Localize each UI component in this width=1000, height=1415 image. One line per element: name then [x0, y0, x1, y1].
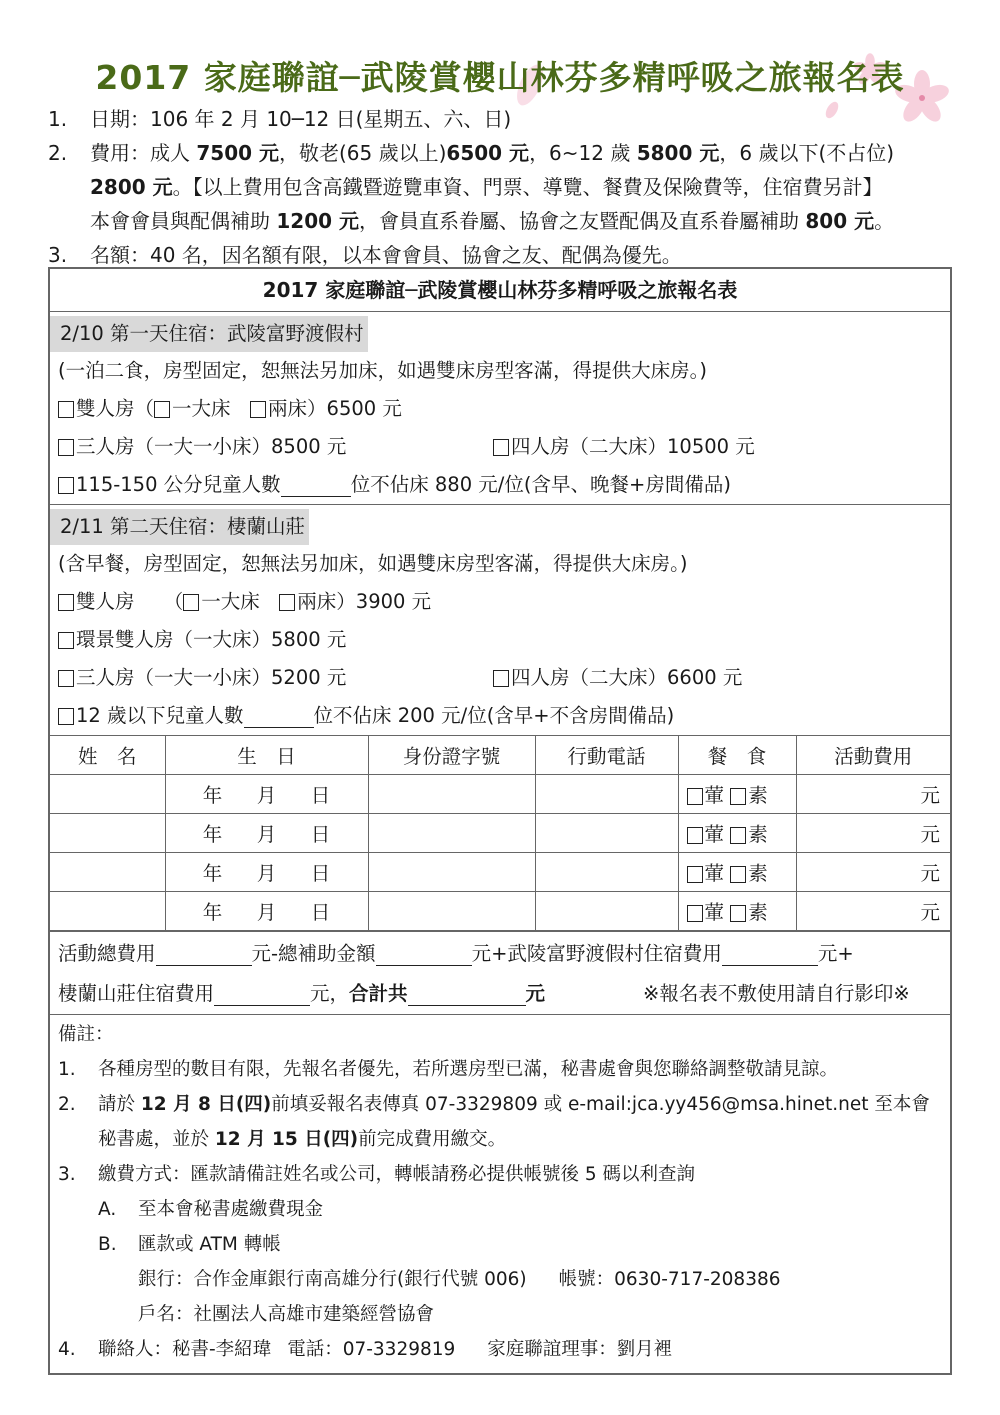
day2-section — [50, 504, 950, 735]
photocopy-note: ※報名表不敷使用請自行影印※ — [643, 982, 910, 1005]
meal-cell: 葷 素 — [678, 892, 796, 931]
table-row — [50, 892, 950, 931]
participant-table — [50, 735, 950, 931]
note-item-1: 1. 各種房型的數目有限，先報名者優先，若所選房型已滿，秘書處會與您聯絡調整敬請見諒。 — [58, 1059, 839, 1080]
day1-note: (一泊二食，房型固定，恕無法另加床，如遇雙床房型客滿，得提供大床房。) — [58, 359, 707, 382]
note-item-2-cont: 秘書處，並於 12 月 15 日(四)前完成費用繳交。 — [98, 1129, 507, 1150]
intro-item-fee: 2. 費用：成人 7500 元，敬老(65 歲以上)6500 元，6~12 歲 5800 元，6 歲以下(不占位) — [48, 141, 895, 165]
id-cell[interactable] — [368, 892, 535, 931]
meat-checkbox[interactable] — [687, 788, 703, 805]
table-row — [50, 853, 950, 892]
veg-checkbox[interactable] — [730, 827, 746, 844]
day1-kids-checkbox[interactable] — [58, 477, 74, 494]
birthday-cell[interactable]: 年 月 日 — [165, 853, 368, 892]
day2-quad-checkbox[interactable] — [493, 670, 509, 687]
day2-kids-count-field[interactable] — [244, 705, 314, 728]
meal-cell: 葷 素 — [678, 775, 796, 814]
day2-kids-checkbox[interactable] — [58, 708, 74, 725]
header-id-number: 身份證字號 — [368, 736, 535, 775]
mobile-cell[interactable] — [535, 775, 678, 814]
day2-kids: 12 歲以下兒童人數 位不佔床 200 元/位(含早+不含房間備品) — [58, 697, 950, 735]
mobile-cell[interactable] — [535, 892, 678, 931]
grand-total-field[interactable] — [408, 983, 526, 1006]
page-title: 2017 家庭聯誼─武陵賞櫻山林芬多精呼吸之旅報名表 — [95, 58, 905, 97]
total-activity-fee-field[interactable] — [156, 943, 252, 966]
header-birthday: 生 日 — [165, 736, 368, 775]
header-fee: 活動費用 — [796, 736, 950, 775]
note-item-3: 3. 繳費方式：匯款請備註姓名或公司，轉帳請務必提供帳號後 5 碼以利查詢 — [58, 1164, 696, 1185]
day2-double-one-bed-checkbox[interactable] — [183, 594, 199, 611]
day1-triple-checkbox[interactable] — [58, 439, 74, 456]
day1-kids-count-field[interactable] — [281, 474, 351, 497]
total-subsidy-field[interactable] — [376, 943, 472, 966]
day1-quad-checkbox[interactable] — [493, 439, 509, 456]
table-header-row — [50, 736, 950, 775]
day2-double-checkbox[interactable] — [58, 594, 74, 611]
header-name: 姓 名 — [50, 736, 165, 775]
fee-cell[interactable]: 元 — [796, 775, 950, 814]
birthday-cell[interactable]: 年 月 日 — [165, 892, 368, 931]
name-cell[interactable] — [50, 814, 165, 853]
note-item-2: 2. 請於 12 月 8 日(四)前填妥報名表傳真 07-3329809 或 e-mail:jca.yy456@msa.hinet.net 至本會 — [58, 1094, 930, 1115]
header-meal: 餐 食 — [678, 736, 796, 775]
id-cell[interactable] — [368, 853, 535, 892]
meal-cell: 葷 素 — [678, 814, 796, 853]
day1-heading: 2/10 第一天住宿：武陵富野渡假村 — [50, 316, 368, 352]
veg-checkbox[interactable] — [730, 866, 746, 883]
mobile-cell[interactable] — [535, 853, 678, 892]
name-cell[interactable] — [50, 853, 165, 892]
day1-triple-quad: 三人房（一大一小床）8500 元 四人房（二大床）10500 元 — [58, 428, 950, 466]
day2-double-room: 雙人房 （ 一大床 兩床）3900 元 — [58, 583, 950, 621]
name-cell[interactable] — [50, 892, 165, 931]
day1-double-one-bed-checkbox[interactable] — [154, 401, 170, 418]
name-cell[interactable] — [50, 775, 165, 814]
day1-double-two-beds-checkbox[interactable] — [250, 401, 266, 418]
payment-option-a: A. 至本會秘書處繳費現金 — [98, 1199, 324, 1220]
birthday-cell[interactable]: 年 月 日 — [165, 814, 368, 853]
table-row — [50, 814, 950, 853]
notes-section — [50, 1014, 950, 1373]
meat-checkbox[interactable] — [687, 827, 703, 844]
day2-heading: 2/11 第二天住宿：棲蘭山莊 — [50, 509, 309, 545]
meat-checkbox[interactable] — [687, 866, 703, 883]
id-cell[interactable] — [368, 814, 535, 853]
qilan-lodging-fee-field[interactable] — [214, 983, 310, 1006]
intro-item-date: 1. 日期：106 年 2 月 10─12 日(星期五、六、日) — [48, 107, 512, 131]
day2-view-checkbox[interactable] — [58, 632, 74, 649]
header-mobile: 行動電話 — [535, 736, 678, 775]
veg-checkbox[interactable] — [730, 788, 746, 805]
fee-cell[interactable]: 元 — [796, 814, 950, 853]
intro-list — [48, 102, 958, 272]
fee-cell[interactable]: 元 — [796, 853, 950, 892]
day1-double-checkbox[interactable] — [58, 401, 74, 418]
wuling-lodging-fee-field[interactable] — [722, 943, 818, 966]
totals-line-1: 活動總費用 元-總補助金額 元+武陵富野渡假村住宿費用 元+ — [58, 942, 854, 965]
birthday-cell[interactable]: 年 月 日 — [165, 775, 368, 814]
day2-double-two-beds-checkbox[interactable] — [279, 594, 295, 611]
registration-form — [48, 267, 952, 1375]
notes-label: 備註： — [58, 1024, 114, 1045]
totals-line-2: 棲蘭山莊住宿費用 元，合計共 元 ※報名表不敷使用請自行影印※ — [58, 974, 942, 1014]
day1-section — [50, 312, 950, 504]
day2-triple-checkbox[interactable] — [58, 670, 74, 687]
note-item-4: 4. 聯絡人：秘書-李紹瑋 電話：07-3329819 家庭聯誼理事：劉月裡 — [58, 1339, 673, 1360]
table-row — [50, 775, 950, 814]
intro-fee-line-3: 本會會員與配偶補助 1200 元，會員直系眷屬、協會之友暨配偶及直系眷屬補助 800 元。 — [90, 209, 895, 233]
payment-option-b: B. 匯款或 ATM 轉帳 — [98, 1234, 281, 1255]
meal-cell: 葷 素 — [678, 853, 796, 892]
mobile-cell[interactable] — [535, 814, 678, 853]
veg-checkbox[interactable] — [730, 905, 746, 922]
day2-note: (含早餐，房型固定，恕無法另加床，如遇雙床房型客滿，得提供大床房。) — [58, 552, 688, 575]
day1-double-room: 雙人房（ 一大床 兩床）6500 元 — [58, 390, 950, 428]
intro-item-quota: 3. 名額：40 名，因名額有限，以本會會員、協會之友、配偶為優先。 — [48, 243, 682, 267]
form-title: 2017 家庭聯誼─武陵賞櫻山林芬多精呼吸之旅報名表 — [50, 269, 950, 312]
intro-fee-line-2: 2800 元。【以上費用包含高鐵暨遊覽車資、門票、導覽、餐費及保險費等，住宿費另計】 — [90, 175, 883, 199]
bank-info: 銀行：合作金庫銀行南高雄分行(銀行代號 006) 帳號：0630-717-208386 — [138, 1269, 781, 1290]
day2-view-room: 環景雙人房（一大床）5800 元 — [58, 621, 950, 659]
meat-checkbox[interactable] — [687, 905, 703, 922]
day1-kids: 115-150 公分兒童人數 位不佔床 880 元/位(含早、晚餐+房間備品) — [58, 466, 950, 504]
fee-cell[interactable]: 元 — [796, 892, 950, 931]
day2-triple-quad: 三人房（一大一小床）5200 元 四人房（二大床）6600 元 — [58, 659, 950, 697]
account-holder: 戶名：社團法人高雄市建築經營協會 — [138, 1304, 435, 1325]
id-cell[interactable] — [368, 775, 535, 814]
totals-section — [50, 931, 950, 1014]
